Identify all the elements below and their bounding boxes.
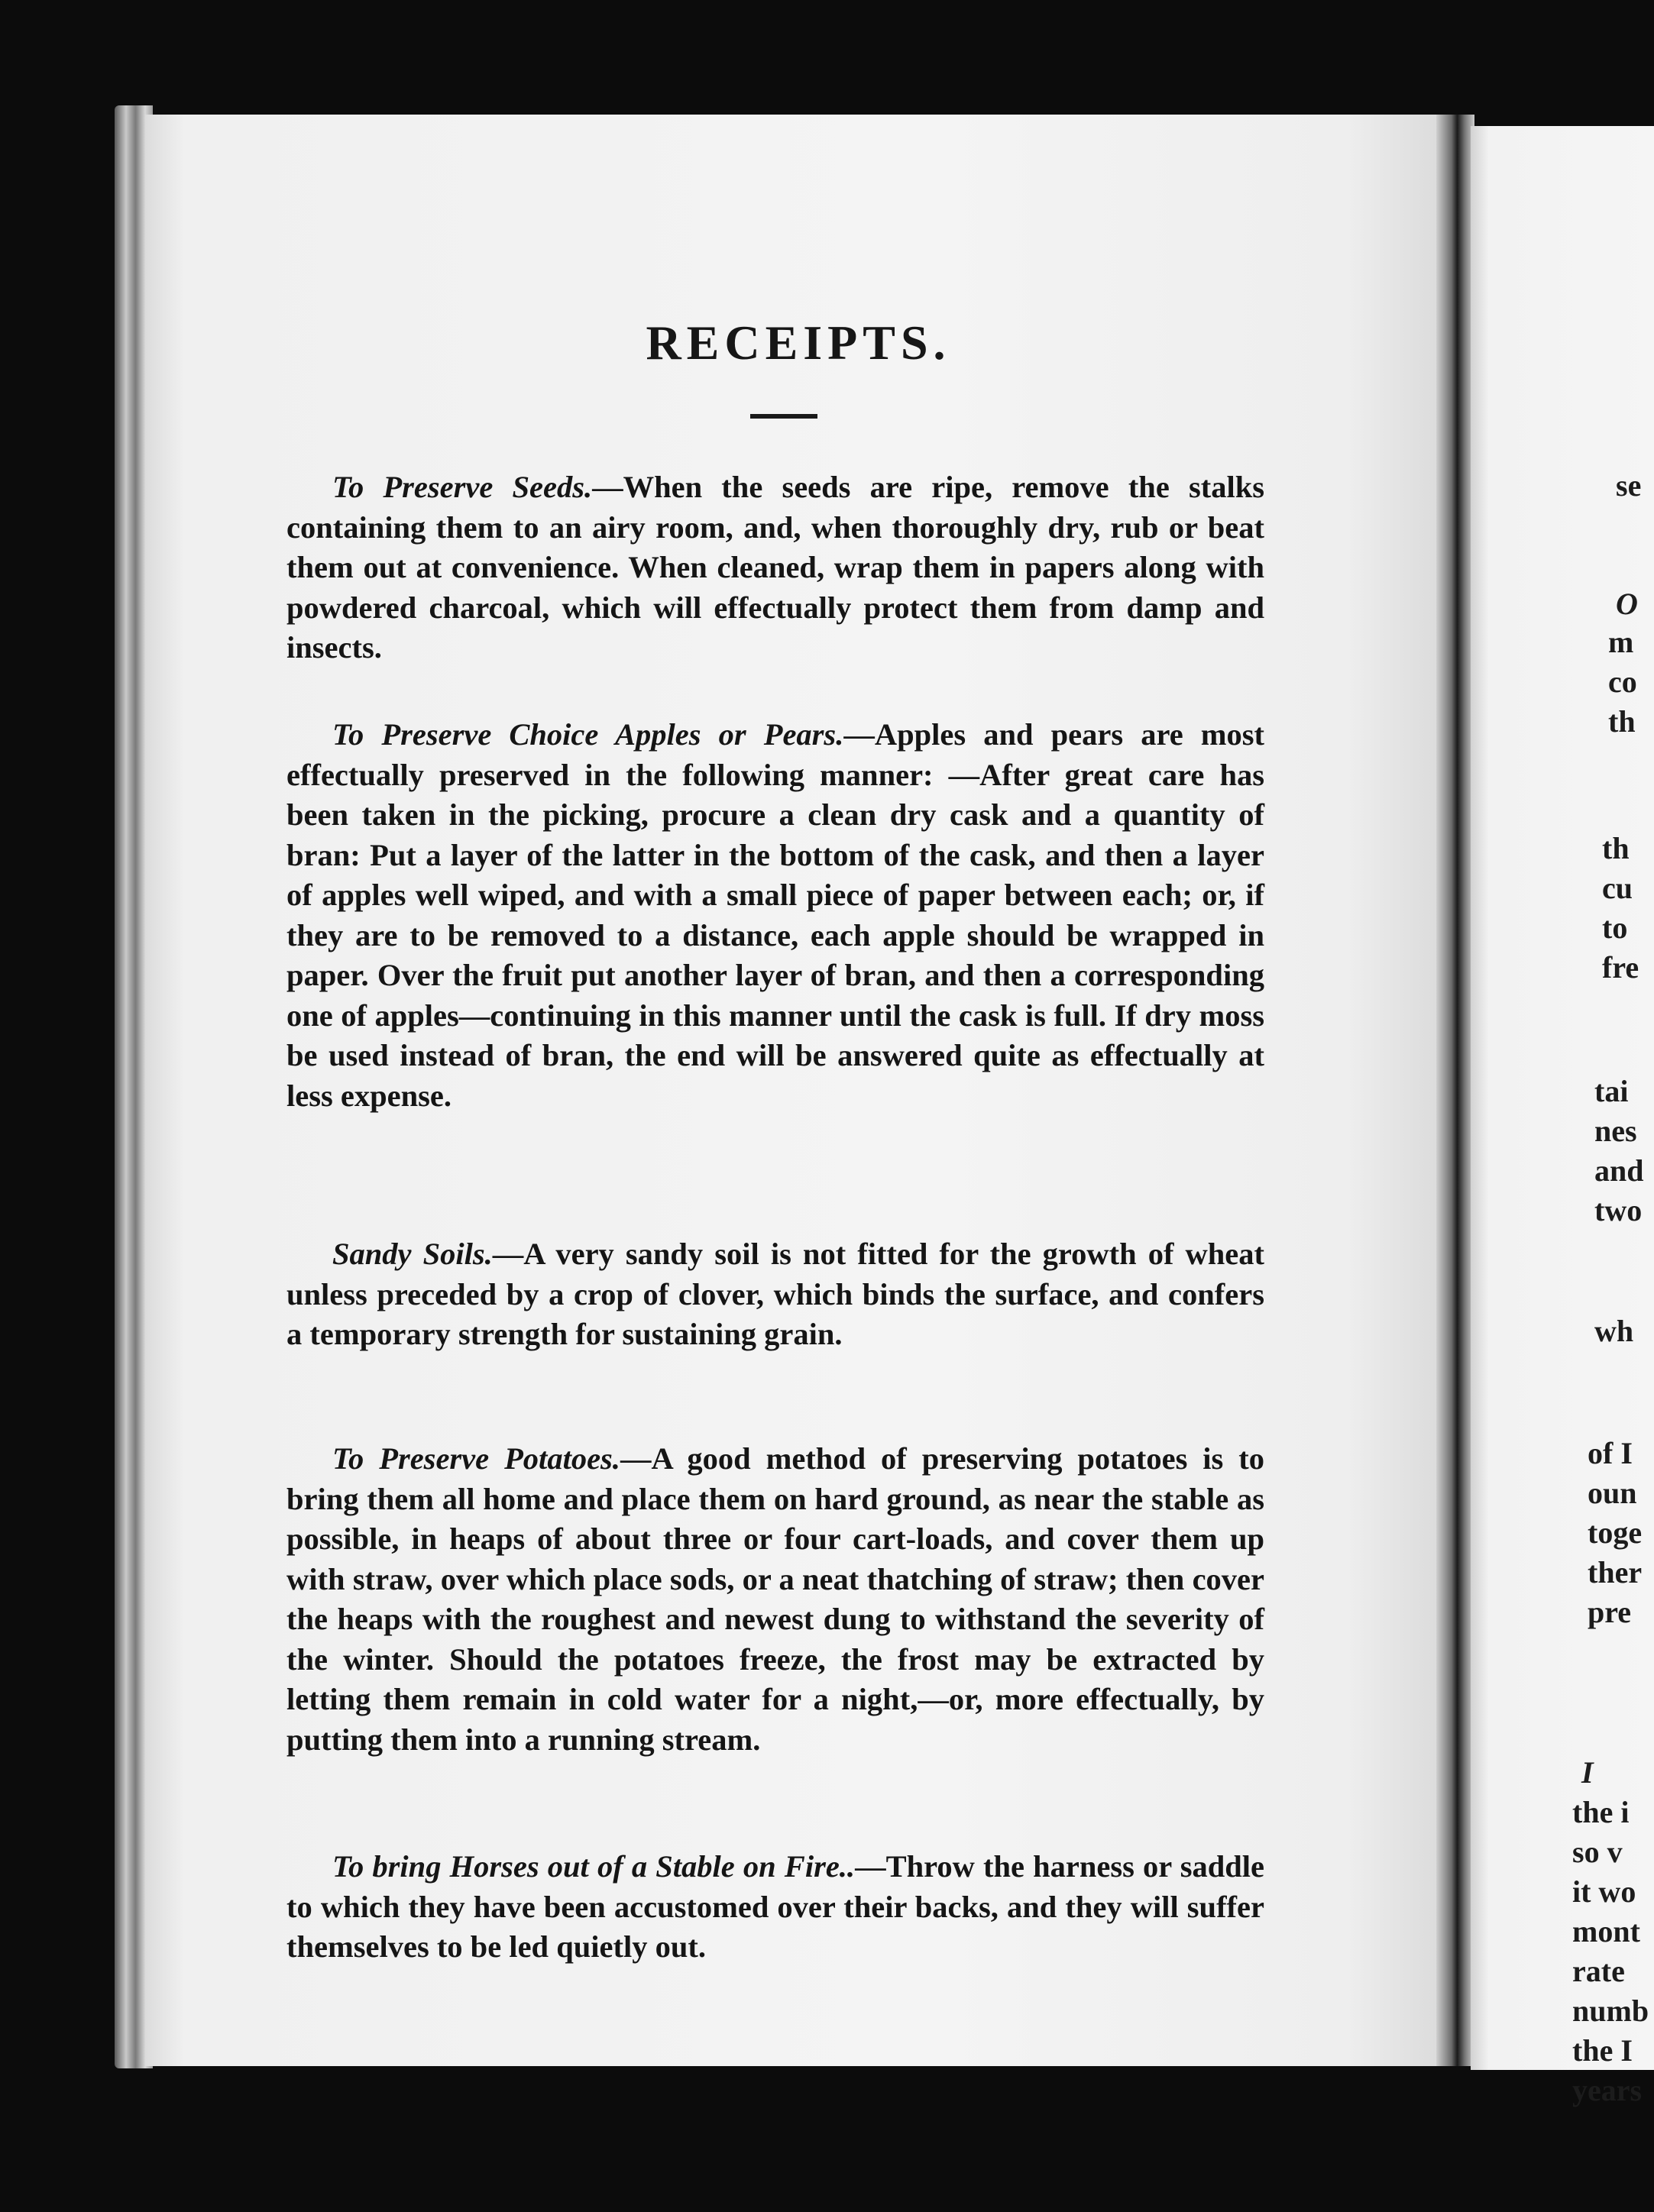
facing-page-fragment: years	[1572, 2073, 1643, 2107]
facing-page-edge	[1471, 126, 1654, 2107]
receipt-paragraph	[286, 1234, 1264, 1355]
facing-page-fragment: toge	[1588, 1515, 1643, 1550]
facing-page-fragment: m	[1608, 625, 1634, 659]
receipt-paragraph	[286, 467, 1264, 668]
receipt-heading: To Preserve Seeds.	[332, 470, 593, 504]
receipt-text: —A good method of preserving potatoes is to bring them all home and place them on hard ground, as near the stable as possible, in heaps of about three or four cart-loads, and cover them up with straw, over which place sods, or a neat thatching of straw; then cover the heaps with the roughest and newest dung to withstand the severity of the winter. Should the potatoes freeze, the frost may be extracted by letting them remain in cold water for a night,—or, more effectually, by putting them into a running stream.	[286, 1441, 1264, 1757]
receipt-text: —When the seeds are ripe, remove the stalks containing them to an airy room, and, when thoroughly dry, rub or beat them out at convenience. When cleaned, wrap them in papers along with powdered charcoal, which will effectually protect them from damp and insects.	[286, 470, 1264, 665]
facing-page-fragment: to	[1602, 910, 1628, 945]
receipt-paragraph	[286, 1847, 1264, 1968]
receipt-paragraph	[286, 715, 1264, 1116]
facing-page-fragment: I	[1581, 1755, 1594, 1790]
facing-page-fragment: th	[1608, 704, 1636, 739]
receipt-heading: To bring Horses out of a Stable on Fire..	[332, 1849, 856, 1884]
book-gutter	[1436, 115, 1474, 2066]
page-title: RECEIPTS.	[646, 315, 951, 370]
facing-page-fragment: numb	[1572, 1994, 1649, 2028]
facing-page-fragment: two	[1594, 1193, 1643, 1227]
receipt-paragraph	[286, 1439, 1264, 1760]
facing-page-fragment: cu	[1602, 871, 1633, 905]
facing-page-fragment: wh	[1594, 1314, 1634, 1348]
receipt-text: —Apples and pears are most effectually preserved in the following manner: —After great care has been taken in the picking, procure a clean dry cask and a quantity of bran: Put a layer of the latter in the bottom of the cask, and then a layer of apples well wiped, and with a small piece of paper between each; or, if they are to be removed to a distance, each apple should be wrapped in paper. Over the fruit put another layer of bran, and then a corresponding one of apples—continuing in this manner until the cask is full. If dry moss be used instead of bran, the end will be answered quite as effectually at less expense.	[286, 717, 1265, 1113]
facing-page-fragment: th	[1602, 831, 1630, 865]
receipt-heading: Sandy Soils.	[332, 1237, 493, 1271]
facing-page-fragment: oun	[1588, 1476, 1637, 1510]
facing-page-fragment: it wo	[1572, 1874, 1636, 1909]
title-rule	[750, 414, 817, 419]
facing-page-fragment: so v	[1572, 1835, 1623, 1869]
facing-page-fragment: pre	[1588, 1595, 1632, 1629]
facing-page-fragment: ther	[1588, 1555, 1643, 1589]
facing-page-fragment: the I	[1572, 2033, 1633, 2068]
facing-page-fragment: fre	[1602, 950, 1639, 985]
facing-page-fragment: tai	[1594, 1074, 1629, 1108]
receipt-text: —Throw the harness or saddle to which they have been accustomed over their backs, and they will suffer themselves to be led quietly out.	[286, 1849, 1264, 1964]
facing-page-fragment: nes	[1594, 1114, 1637, 1148]
receipt-heading: To Preserve Choice Apples or Pears.	[332, 717, 844, 752]
facing-page-fragment: O	[1616, 587, 1638, 621]
receipt-heading: To Preserve Potatoes.	[332, 1441, 620, 1476]
facing-page-fragment: mont	[1572, 1914, 1640, 1948]
facing-page-fragment: co	[1608, 665, 1637, 699]
receipt-text: —A very sandy soil is not fitted for the growth of wheat unless preceded by a crop of clover, which binds the surface, and confers a temporary strength for sustaining grain.	[286, 1237, 1264, 1351]
facing-page-fragment: se	[1616, 468, 1642, 503]
facing-page-fragment: rate	[1572, 1954, 1625, 1988]
facing-page-fragment: the i	[1572, 1795, 1630, 1829]
facing-page-fragment: of I	[1588, 1436, 1633, 1470]
facing-page-fragment: and	[1594, 1153, 1644, 1188]
